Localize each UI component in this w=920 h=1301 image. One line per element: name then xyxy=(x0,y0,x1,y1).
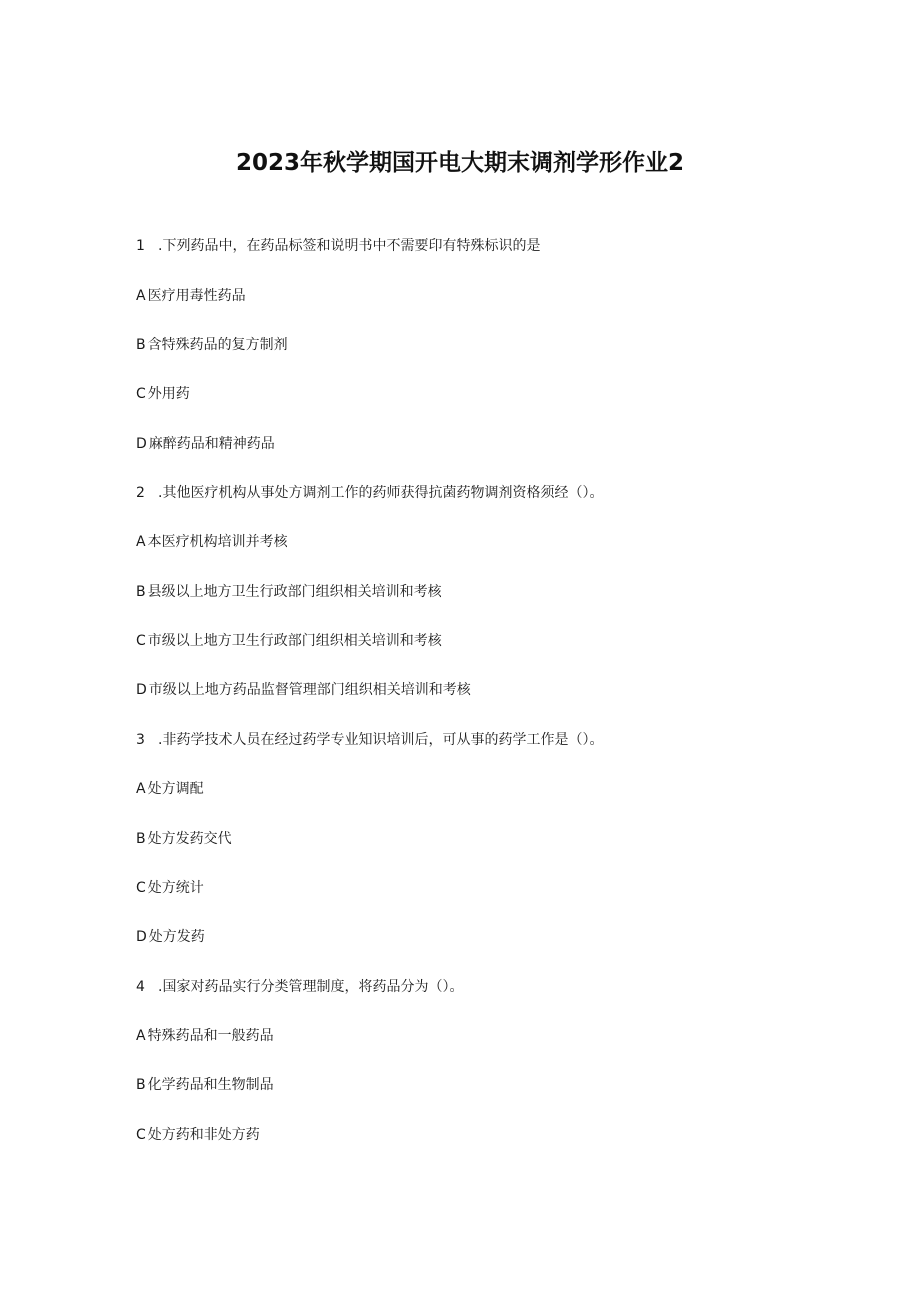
option-letter: D xyxy=(136,929,147,945)
option-1a xyxy=(136,286,246,306)
option-text: 特殊药品和一般药品 xyxy=(147,1028,274,1044)
option-1b xyxy=(136,335,288,355)
option-letter: B xyxy=(136,1077,146,1093)
option-letter: B xyxy=(136,831,146,847)
option-3d xyxy=(136,927,205,947)
option-3c xyxy=(136,878,204,898)
option-text: 含特殊药品的复方制剂 xyxy=(147,337,288,353)
option-text: 化学药品和生物制品 xyxy=(147,1077,274,1093)
question-text: .非药学技术人员在经过药学专业知识培训后，可从事的药学工作是（）。 xyxy=(158,732,604,748)
option-letter: C xyxy=(136,880,146,896)
option-2c xyxy=(136,631,442,651)
question-number: 3 xyxy=(136,732,145,748)
option-2b xyxy=(136,582,442,602)
option-1d xyxy=(136,434,275,454)
question-4 xyxy=(136,977,463,997)
option-letter: C xyxy=(136,386,146,402)
question-text: .下列药品中，在药品标签和说明书中不需要印有特殊标识的是 xyxy=(158,238,541,254)
question-3 xyxy=(136,730,603,750)
question-number: 2 xyxy=(136,485,145,501)
option-text: 外用药 xyxy=(147,386,190,402)
option-text: 县级以上地方卫生行政部门组织相关培训和考核 xyxy=(147,584,442,600)
option-letter: C xyxy=(136,633,146,649)
option-4b xyxy=(136,1075,274,1095)
option-text: 处方发药交代 xyxy=(147,831,232,847)
page-title: 2023年秋学期国开电大期末调剂学形作业2 xyxy=(235,150,685,176)
option-text: 麻醉药品和精神药品 xyxy=(148,436,275,452)
option-4a xyxy=(136,1026,274,1046)
option-letter: D xyxy=(136,436,147,452)
option-letter: B xyxy=(136,584,146,600)
option-3b xyxy=(136,829,232,849)
question-text: .其他医疗机构从事处方调剂工作的药师获得抗菌药物调剂资格须经（）。 xyxy=(158,485,604,501)
question-2 xyxy=(136,483,603,503)
option-text: 处方药和非处方药 xyxy=(147,1127,260,1143)
option-letter: A xyxy=(136,534,146,550)
option-2d xyxy=(136,680,471,700)
option-text: 处方调配 xyxy=(147,781,204,797)
question-text: .国家对药品实行分类管理制度，将药品分为（）。 xyxy=(158,979,464,995)
option-text: 处方统计 xyxy=(147,880,204,896)
option-1c xyxy=(136,384,190,404)
option-text: 医疗用毒性药品 xyxy=(147,288,246,304)
option-text: 本医疗机构培训并考核 xyxy=(147,534,288,550)
option-letter: C xyxy=(136,1127,146,1143)
question-number: 4 xyxy=(136,979,145,995)
option-4c xyxy=(136,1125,260,1145)
option-3a xyxy=(136,779,204,799)
option-text: 市级以上地方卫生行政部门组织相关培训和考核 xyxy=(147,633,442,649)
option-text: 市级以上地方药品监督管理部门组织相关培训和考核 xyxy=(148,682,471,698)
question-number: 1 xyxy=(136,238,145,254)
option-letter: A xyxy=(136,781,146,797)
option-text: 处方发药 xyxy=(148,929,205,945)
option-letter: A xyxy=(136,288,146,304)
option-letter: A xyxy=(136,1028,146,1044)
option-letter: D xyxy=(136,682,147,698)
option-letter: B xyxy=(136,337,146,353)
option-2a xyxy=(136,532,288,552)
question-1 xyxy=(136,236,540,256)
